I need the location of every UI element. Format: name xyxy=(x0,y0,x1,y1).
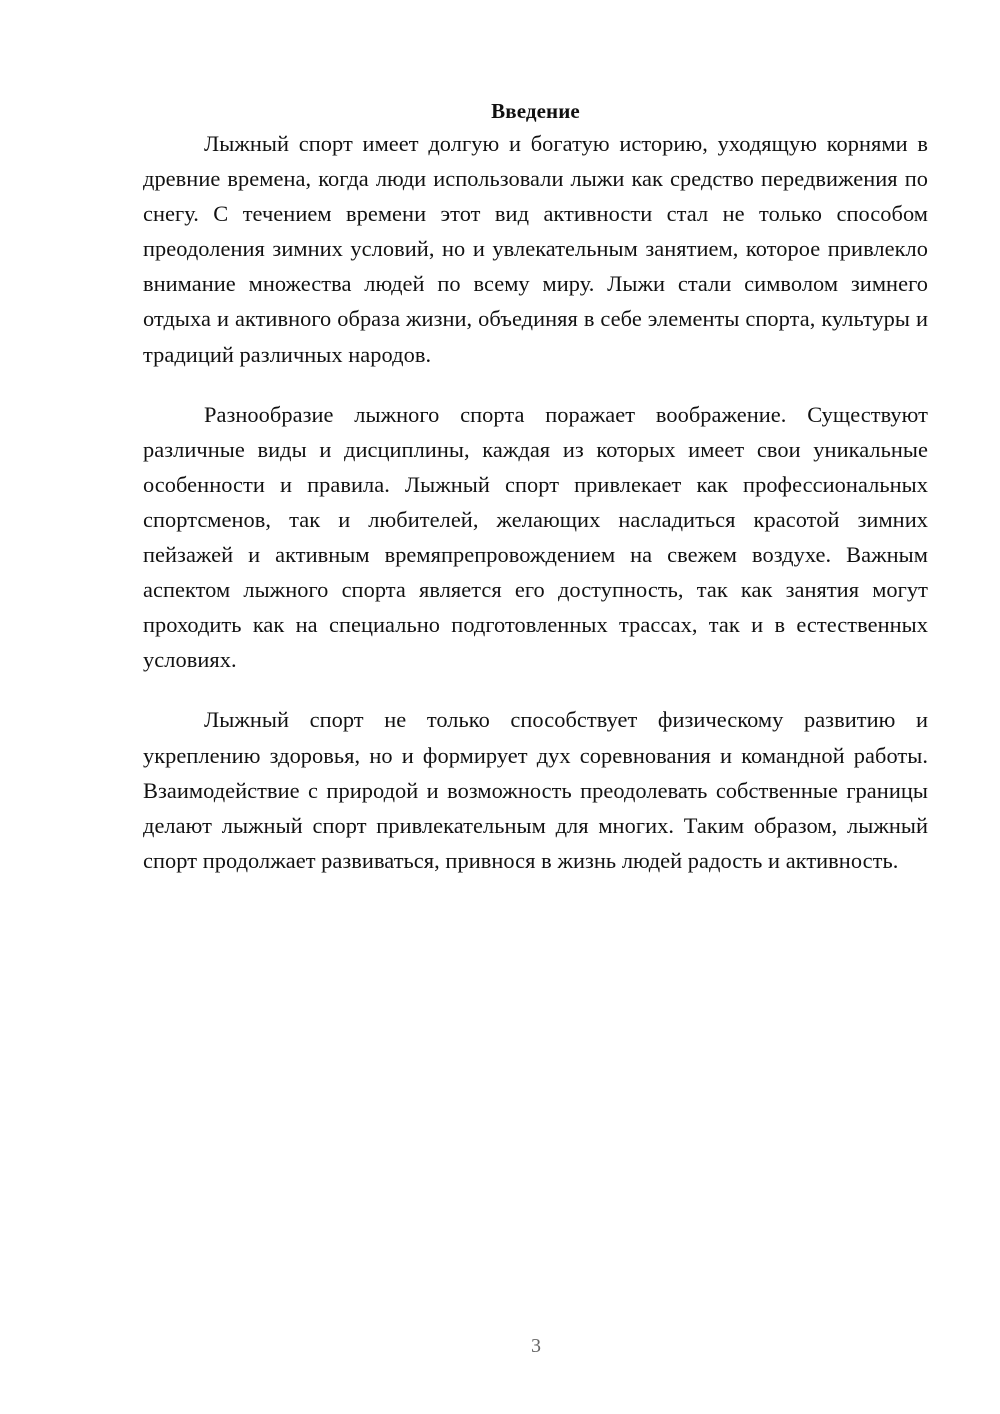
section-heading: Введение xyxy=(491,99,580,123)
page-number: 3 xyxy=(531,1335,541,1357)
page-content xyxy=(143,95,928,903)
paragraph-1: Лыжный спорт имеет долгую и богатую историю, уходящую корнями в древние времена, когда люди использовали лыжи как средство передвижения по снегу. С течением времени этот вид активности стал не только способом преодоления зимних условий, но и увлекательным занятием, которое привлекло внимание множества людей по всему миру. Лыжи стали символом зимнего отдыха и активного образа жизни, объединяя в себе элементы спорта, культуры и традиций различных народов. xyxy=(143,131,928,367)
paragraph-2: Разнообразие лыжного спорта поражает воображение. Существуют различные виды и дисциплины, каждая из которых имеет свои уникальные особенности и правила. Лыжный спорт привлекает как профессиональных спортсменов, так и любителей, желающих насладиться красотой зимних пейзажей и активным времяпрепровождением на свежем воздухе. Важным аспектом лыжного спорта является его доступность, так как занятия могут проходить как на специально подготовленных трассах, так и в естественных условиях. xyxy=(143,401,928,673)
paragraph-3: Лыжный спорт не только способствует физическому развитию и укреплению здоровья, но и формирует дух соревнования и командной работы. Взаимодействие с природой и возможность преодолевать собственные границы делают лыжный спорт привлекательным для многих. Таким образом, лыжный спорт продолжает развиваться, привнося в жизнь людей радость и активность. xyxy=(143,707,928,873)
